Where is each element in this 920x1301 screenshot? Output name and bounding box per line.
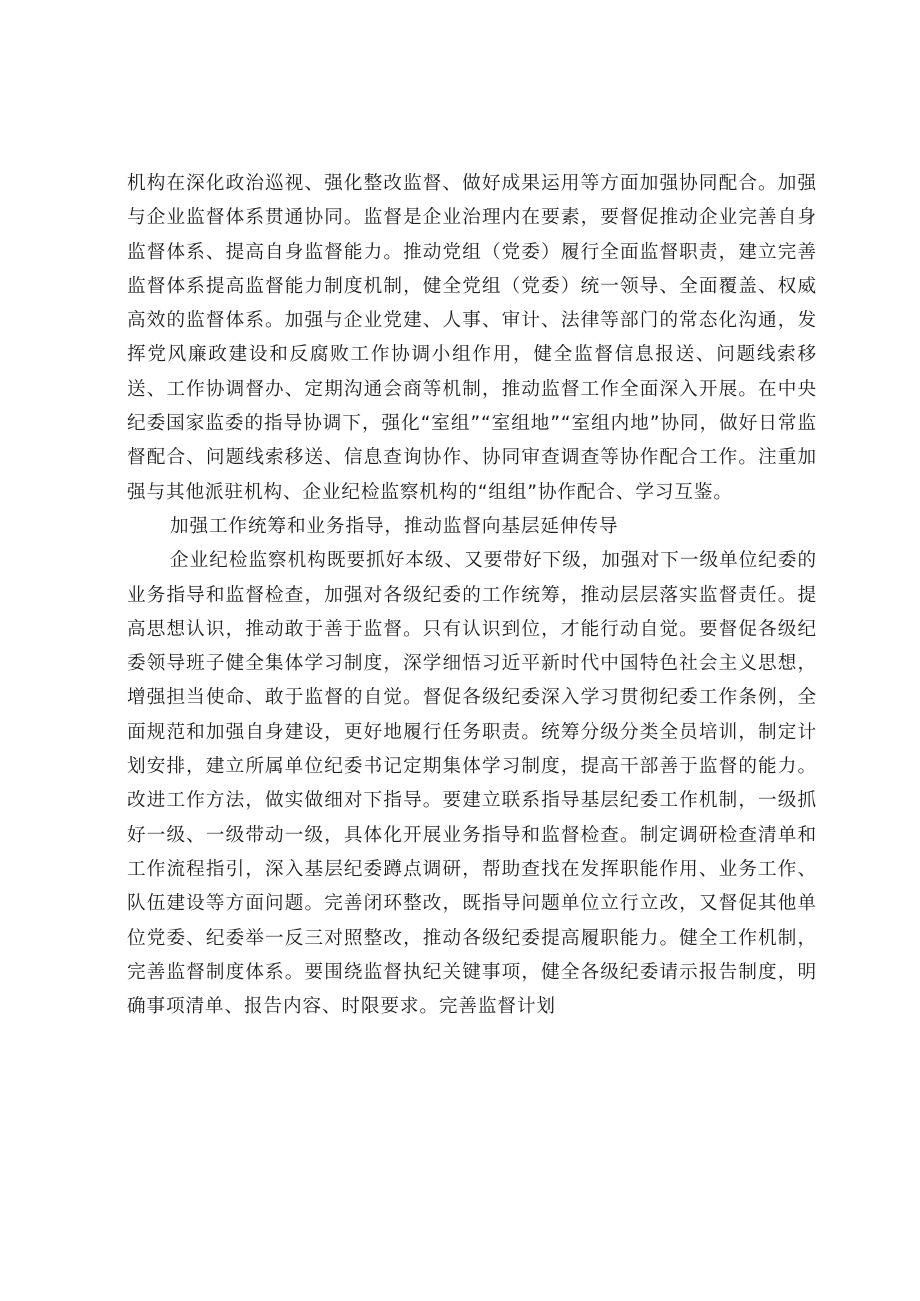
paragraph-continued: 机构在深化政治巡视、强化整改监督、做好成果运用等方面加强协同配合。加强与企业监督体系贯通协同。监督是企业治理内在要素，要督促推动企业完善自身监督体系、提高自身监督能力。推动党组（党委）履行全面监督职责，建立完善监督体系提高监督能力制度机制，健全党组（党委）统一领导、全面覆盖、权威高效的监督体系。加强与企业党建、人事、审计、法律等部门的常态化沟通，发挥党风廉政建设和反腐败工作协调小组作用，健全监督信息报送、问题线索移送、工作协调督办、定期沟通会商等机制，推动监督工作全面深入开展。在中央纪委国家监委的指导协调下，强化“室组”“室组地”“室组内地”协同，做好日常监督配合、问题线索移送、信息查询协作、协同审查调查等协作配合工作。注重加强与其他派驻机构、企业纪检监察机构的“组组”协作配合、学习互鉴。 <box>127 173 817 503</box>
paragraph-body: 企业纪检监察机构既要抓好本级、又要带好下级，加强对下一级单位纪委的业务指导和监督检查，加强对各级纪委的工作统筹，推动层层落实监督责任。提高思想认识，推动敢于善于监督。只有认识到位，才能行动自觉。要督促各级纪委领导班子健全集体学习制度，深学细悟习近平新时代中国特色社会主义思想，增强担当使命、敢于监督的自觉。督促各级纪委深入学习贯彻纪委工作条例，全面规范和加强自身建设，更好地履行任务职责。统筹分级分类全员培训，制定计划安排，建立所属单位纪委书记定期集体学习制度，提高干部善于监督的能力。改进工作方法，做实做细对下指导。要建立联系指导基层纪委工作机制，一级抓好一级、一级带动一级，具体化开展业务指导和监督检查。制定调研检查清单和工作流程指引，深入基层纪委蹲点调研，帮助查找在发挥职能作用、业务工作、队伍建设等方面问题。完善闭环整改，既指导问题单位立行立改，又督促其他单位党委、纪委举一反三对照整改，推动各级纪委提高履职能力。健全工作机制，完善监督制度体系。要围绕监督执纪关键事项，健全各级纪委请示报告制度，明确事项清单、报告内容、时限要求。完善监督计划 <box>127 550 817 1018</box>
document-body <box>127 167 817 1024</box>
section-heading: 加强工作统筹和业务指导，推动监督向基层延伸传导 <box>170 515 619 537</box>
